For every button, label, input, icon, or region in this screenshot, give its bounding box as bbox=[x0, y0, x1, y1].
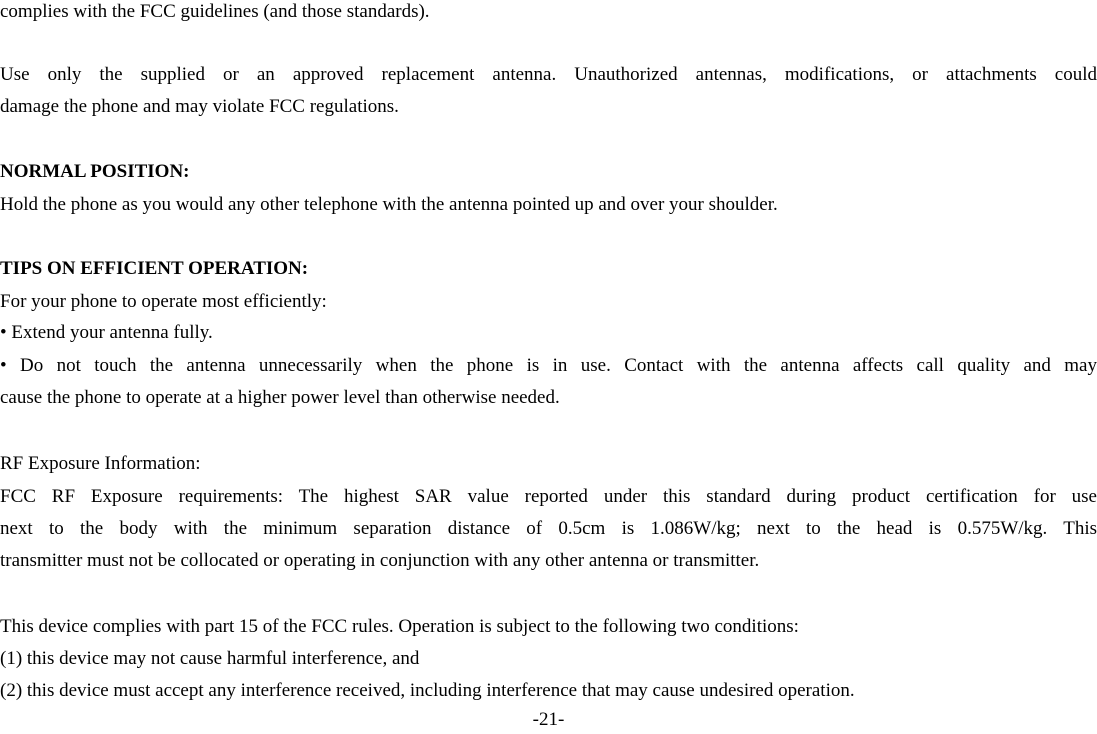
part15-condition-1: (1) this device may not cause harmful interference, and bbox=[0, 648, 420, 669]
antenna-warning-line-1: Use only the supplied or an approved replacement antenna. Unauthorized antennas, modifications, or attachments could bbox=[0, 64, 1097, 85]
tips-bullet-2-line-1: • Do not touch the antenna unnecessarily when the phone is in use. Contact with the antenna affects call quality and may bbox=[0, 355, 1097, 376]
page-number: -21- bbox=[532, 709, 565, 730]
rf-exposure-line-1: FCC RF Exposure requirements: The highest SAR value reported under this standard during product certification for use bbox=[0, 486, 1097, 507]
part15-line-1: This device complies with part 15 of the FCC rules. Operation is subject to the following two conditions: bbox=[0, 616, 799, 637]
tips-bullet-1: • Extend your antenna fully. bbox=[0, 322, 213, 343]
part15-condition-2: (2) this device must accept any interference received, including interference that may cause undesired operation. bbox=[0, 680, 855, 701]
normal-position-text: Hold the phone as you would any other telephone with the antenna pointed up and over your shoulder. bbox=[0, 194, 778, 215]
tips-bullet-2-line-2: cause the phone to operate at a higher power level than otherwise needed. bbox=[0, 387, 560, 408]
tips-heading: TIPS ON EFFICIENT OPERATION: bbox=[0, 258, 309, 279]
tips-intro: For your phone to operate most efficiently: bbox=[0, 291, 327, 312]
rf-exposure-line-2: next to the body with the minimum separation distance of 0.5cm is 1.086W/kg; next to the head is 0.575W/kg. This bbox=[0, 518, 1097, 539]
intro-line: complies with the FCC guidelines (and those standards). bbox=[0, 1, 430, 22]
rf-exposure-line-3: transmitter must not be collocated or operating in conjunction with any other antenna or transmitter. bbox=[0, 550, 760, 571]
antenna-warning-line-2: damage the phone and may violate FCC regulations. bbox=[0, 96, 399, 117]
rf-exposure-heading: RF Exposure Information: bbox=[0, 453, 201, 474]
normal-position-heading: NORMAL POSITION: bbox=[0, 161, 190, 182]
